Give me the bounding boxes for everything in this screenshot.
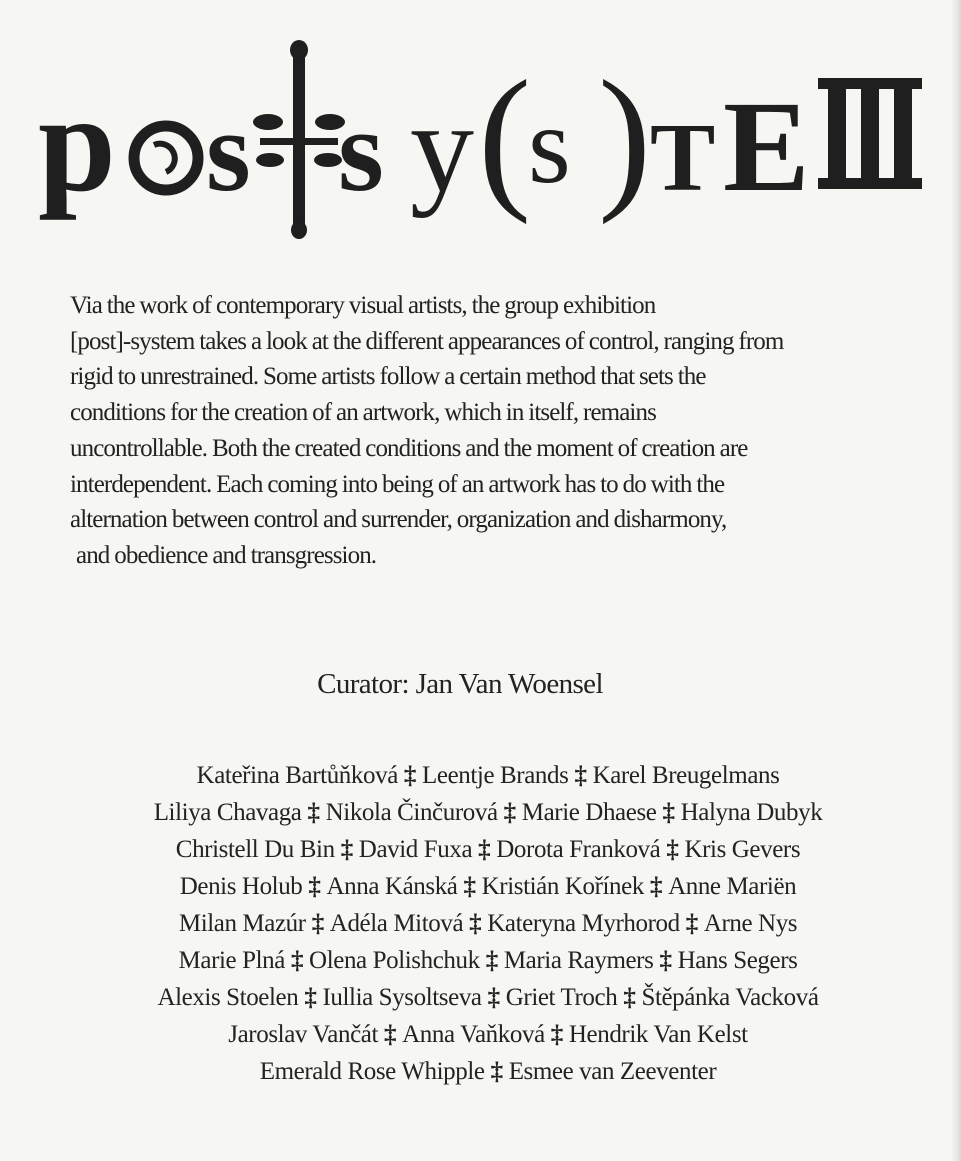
double-dagger-separator-icon: ‡ <box>485 947 498 974</box>
artist-name: Nikola Činčurová <box>325 799 498 826</box>
artist-line <box>0 868 961 905</box>
artist-name: Christell Du Bin <box>175 836 335 863</box>
artist-name: Anna Kánská <box>326 873 458 900</box>
artist-name: Esmee van Zeeventer <box>508 1058 717 1085</box>
logo-glyph-open-paren: ( <box>478 47 532 225</box>
double-dagger-separator-icon: ‡ <box>311 910 324 937</box>
artist-name: Anna Vaňková <box>402 1021 545 1048</box>
double-dagger-separator-icon: ‡ <box>503 799 516 826</box>
curator-credit: Curator: Jan Van Woensel <box>317 668 603 700</box>
artist-name: Marie Plná <box>178 947 285 974</box>
artist-name: Arne Nys <box>703 910 798 937</box>
artist-name: Hans Segers <box>677 947 798 974</box>
logo-glyph-o <box>134 126 198 190</box>
double-dagger-separator-icon: ‡ <box>340 836 353 863</box>
description-line: rigid to unrestrained. Some artists follow a certain method that sets the <box>70 363 706 391</box>
double-dagger-separator-icon: ‡ <box>659 947 672 974</box>
artist-line <box>0 942 961 979</box>
description-line: [post]-system takes a look at the different appearances of control, ranging from <box>70 327 784 355</box>
artist-line <box>0 905 961 942</box>
artist-name: David Fuxa <box>358 836 473 863</box>
artist-name: Liliya Chavaga <box>153 799 302 826</box>
artist-name: Karel Breugelmans <box>592 762 780 789</box>
logo-glyph-t: t <box>650 104 716 212</box>
description-line: interdependent. Each coming into being of an artwork has to do with the <box>70 470 725 498</box>
artist-name: Marie Dhaese <box>521 799 657 826</box>
artist-name: Kateryna Myrhorod <box>487 910 680 937</box>
exhibition-logo <box>38 40 928 240</box>
artist-list <box>0 757 961 1090</box>
double-dagger-separator-icon: ‡ <box>685 910 698 937</box>
logo-glyph-y: y <box>410 76 474 218</box>
artist-name: Griet Troch <box>505 984 618 1011</box>
artist-name: Alexis Stoelen <box>157 984 299 1011</box>
double-dagger-separator-icon: ‡ <box>478 836 491 863</box>
artist-name: Adéla Mitová <box>329 910 464 937</box>
artist-name: Olena Polishchuk <box>309 947 480 974</box>
double-dagger-separator-icon: ‡ <box>666 836 679 863</box>
artist-line <box>0 794 961 831</box>
artist-name: Denis Holub <box>179 873 303 900</box>
double-dagger-separator-icon: ‡ <box>623 984 636 1011</box>
double-dagger-separator-icon: ‡ <box>308 873 321 900</box>
double-dagger-separator-icon: ‡ <box>469 910 482 937</box>
artist-name: Kateřina Bartůňková <box>196 762 398 789</box>
artist-name: Jaroslav Vančát <box>228 1021 379 1048</box>
logo-glyph-s-second: s <box>338 85 384 216</box>
double-dagger-separator-icon: ‡ <box>550 1021 563 1048</box>
description-line: conditions for the creation of an artwork, which in itself, remains <box>70 399 656 427</box>
artist-name: Leentje Brands <box>422 762 569 789</box>
double-dagger-separator-icon: ‡ <box>574 762 587 789</box>
artist-name: Emerald Rose Whipple <box>259 1058 485 1085</box>
logo-glyph-p: p <box>38 66 116 221</box>
logo-graphic <box>38 40 928 240</box>
artist-line <box>0 831 961 868</box>
artist-name: Iullia Sysoltseva <box>322 984 482 1011</box>
logo-glyph-s-third: s <box>528 84 571 206</box>
double-dagger-separator-icon: ‡ <box>403 762 417 789</box>
logo-glyph-m <box>818 78 922 189</box>
double-dagger-separator-icon: ‡ <box>384 1021 397 1048</box>
artist-name: Milan Mazúr <box>178 910 306 937</box>
description-line: alternation between control and surrender, organization and disharmony, <box>70 506 727 534</box>
artist-line <box>0 757 961 794</box>
artist-name: Štěpánka Vacková <box>641 984 819 1011</box>
logo-glyph-e: e <box>723 75 810 219</box>
double-dagger-separator-icon: ‡ <box>662 799 675 826</box>
double-dagger-separator-icon: ‡ <box>307 799 320 826</box>
description-line: and obedience and transgression. <box>76 541 377 569</box>
description-line: uncontrollable. Both the created conditions and the moment of creation are <box>70 434 748 462</box>
description-line: Via the work of contemporary visual artists, the group exhibition <box>70 292 656 319</box>
artist-name: Anne Mariën <box>668 873 797 900</box>
double-dagger-separator-icon: ‡ <box>649 873 663 900</box>
logo-glyph-s-first: s <box>206 88 251 215</box>
exhibition-description <box>70 288 900 574</box>
artist-line <box>0 1016 961 1053</box>
double-dagger-separator-icon: ‡ <box>463 873 476 900</box>
artist-line <box>0 979 961 1016</box>
artist-name: Dorota Franková <box>496 836 661 863</box>
logo-glyph-t-dagger <box>253 40 345 239</box>
artist-name: Hendrik Van Kelst <box>568 1021 748 1048</box>
double-dagger-separator-icon: ‡ <box>290 947 304 974</box>
logo-glyph-close-paren: ) <box>598 47 652 225</box>
double-dagger-separator-icon: ‡ <box>304 984 317 1011</box>
artist-name: Kristián Kořínek <box>481 873 644 900</box>
artist-name: Halyna Dubyk <box>680 799 823 826</box>
artist-name: Maria Raymers <box>503 947 654 974</box>
double-dagger-separator-icon: ‡ <box>490 1058 503 1085</box>
double-dagger-separator-icon: ‡ <box>487 984 500 1011</box>
artist-line <box>0 1053 961 1090</box>
artist-name: Kris Gevers <box>684 836 801 863</box>
